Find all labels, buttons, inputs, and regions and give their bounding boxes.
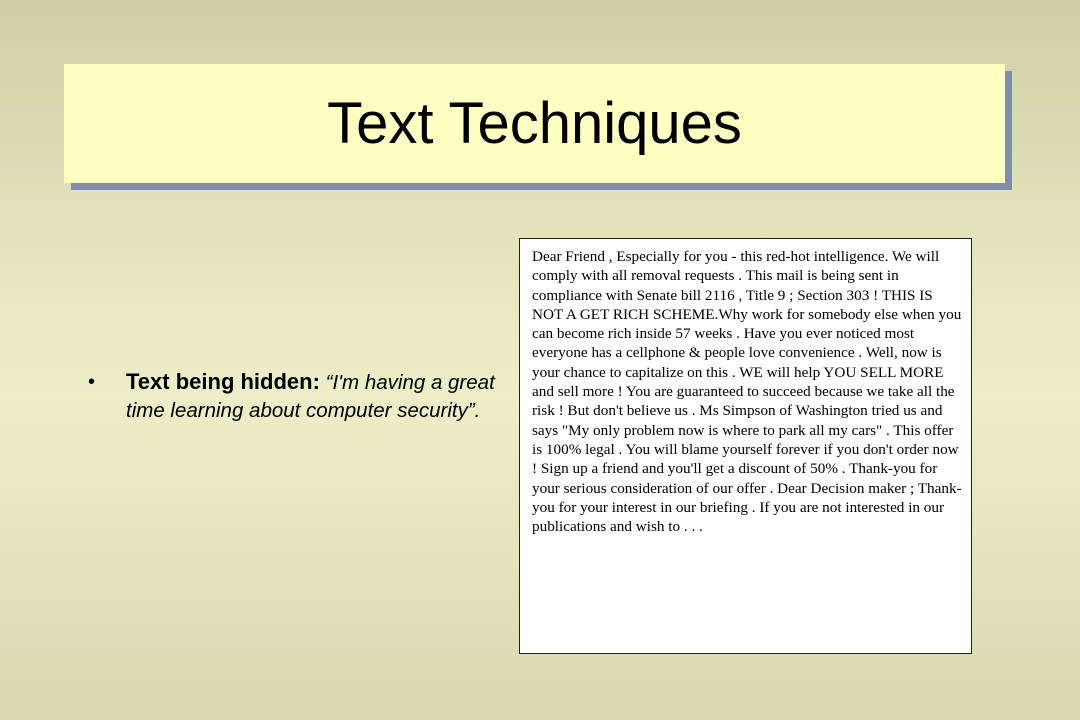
bullet-content	[126, 368, 498, 425]
bullet-quote: “I'm having a great time learning about computer security”.	[126, 371, 495, 422]
bullet-item	[88, 368, 498, 425]
bullet-label: Text being hidden:	[126, 369, 320, 394]
title-box	[64, 64, 1005, 183]
slide-title: Text Techniques	[327, 91, 742, 156]
spam-text-box: Dear Friend , Especially for you - this red-hot intelligence. We will comply with all removal requests . This mail is being sent in compliance with Senate bill 2116 , Title 9 ; Section 303 ! THIS IS NOT A GET RICH SCHEME.Why work for somebody else when you can become rich inside 57 weeks . Have you ever noticed most everyone has a cellphone & people love convenience . Well, now is your chance to capitalize on this . WE will help YOU SELL MORE and sell more ! You are guaranteed to succeed because we take all the risk ! But don't believe us . Ms Simpson of Washington tried us and says "My only problem now is where to park all my cars" . This offer is 100% legal . You will blame yourself forever if you don't order now ! Sign up a friend and you'll get a discount of 50% . Thank-you for your serious consideration of our offer . Dear Decision maker ; Thank-you for your interest in our briefing . If you are not interested in our publications and wish to . . .	[519, 238, 972, 654]
bullet-marker: •	[88, 371, 96, 393]
